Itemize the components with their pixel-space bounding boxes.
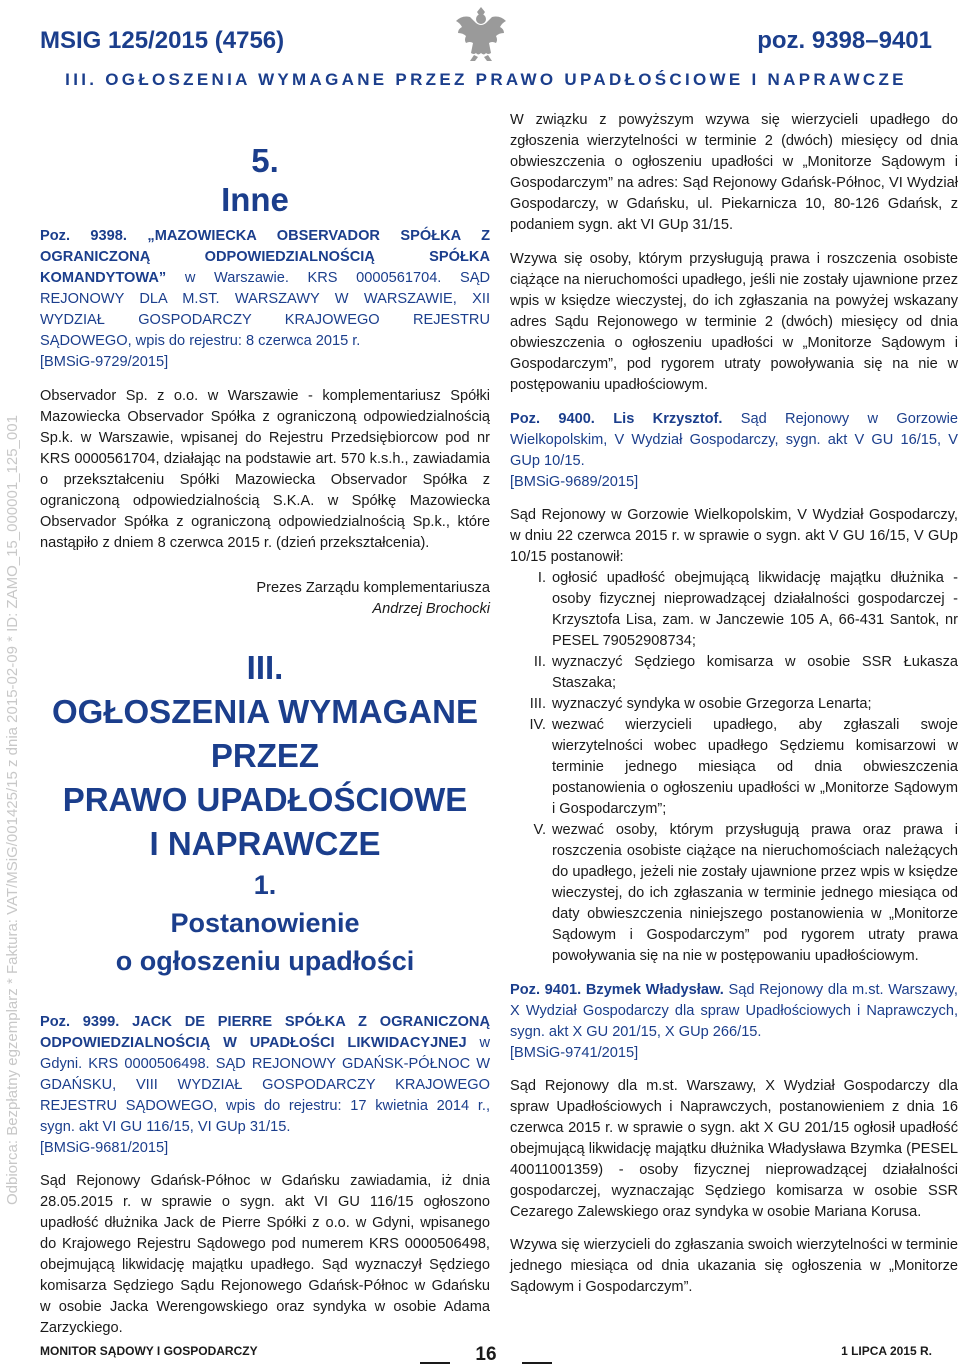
footer-rule-right [522, 1362, 552, 1364]
poz-9400-details: Sąd Rejonowy w Gorzowie Wielkopolskim, V Wydział Gospodarczy, sygn. akt V GU 16/15, V GUp 10/15. [510, 411, 959, 469]
list-item-text: wyznaczyć syndyka w osobie Grzegorza Lenarta; [552, 696, 872, 712]
subsection-title-2: o ogłoszeniu upadłości [115, 946, 415, 976]
list-item-text: ogłosić upadłość obejmującą likwidację majątku dłużnika - osoby fizycznej nieprowadzącej działalności gospodarczej - Krzysztofa Lisa, zam. w Janczewie 105 A, 66-431 Santok, nr PESEL 79052908734; [552, 570, 958, 649]
footer-publication: MONITOR SĄDOWY I GOSPODARCZY [40, 1344, 258, 1358]
poz-9400-bmsig: [BMSiG-9689/2015] [510, 474, 639, 490]
poz-9399-details: w Gdyni. KRS 0000506498. SĄD REJONOWY GDAŃSK-PÓŁNOC W GDAŃSKU, VIII WYDZIAŁ GOSPODARCZY KRAJOWEGO REJESTRU SĄDOWEGO, wpis do rejestru: 17 kwietnia 2014 r., sygn. akt VI GU 116/15, VI GUp 31/15. [40, 1035, 490, 1135]
section-3-line-3: PRAWO UPADŁOŚCIOWE [62, 781, 468, 818]
section-3-line-1: OGŁOSZENIA WYMAGANE [52, 693, 478, 730]
poz-9400-number: Poz. 9400. [510, 411, 595, 427]
page-number: 16 [475, 1344, 497, 1365]
right-column [510, 110, 958, 1298]
section-5-title: Inne [221, 181, 289, 218]
position-range: poz. 9398–9401 [757, 27, 932, 54]
list-item [510, 715, 958, 820]
section-3-line-4: I NAPRAWCZE [149, 825, 381, 862]
subsection-title-1: Postanowienie [170, 908, 360, 938]
list-item-number: IV. [529, 717, 546, 733]
list-item-text: wezwać osoby, którym przysługują prawa oraz prawa i roszczenia osobiste ciążące na nieruchomościach należących do upadłego, jeżeli nie zostały ujawnione przez wpis w księdze wieczystej, do ich zgłaszania w terminie jednego miesiąca od daty obwieszczenia niniejszego postanowienia w „Monitorze Sądowym i Gospodarczym” pod rygorem utraty prawa powoływania się na nie w postępowaniu upadłościowym. [552, 822, 958, 964]
vertical-watermark: Odbiorca: Bezpłatny egzemplarz * Faktura: VAT/MSiG/001425/15 z dnia 2015-02-09 * ID: ZAMO_15_000001_125_001 [4, 415, 21, 1205]
poz-9401-number: Poz. 9401. [510, 982, 582, 998]
poz-9398-body: Observador Sp. z o.o. w Warszawie - komplementariusz Spółki Mazowiecka Observador Spółka z ograniczoną odpowiedzialnością Sp.k. w Warszawie, wpisanej do Rejestru Przedsiębiorcow pod nr KRS 0000561704, działając na podstawie art. 570 k.s.h., zawiadamia o przekształceniu Spółki Mazowiecka Observador Spółka z ograniczoną odpowiedzialnością S.K.A. w Spółkę Mazowiecka Observador Spółka z ograniczoną odpowiedzialnością Sp.k., które nastąpiło z dniem 8 czerwca 2015 r. (dzień przekształcenia). [40, 388, 490, 551]
poz-9399-continuation-1: W związku z powyższym wzywa się wierzycieli upadłego do zgłoszenia wierzytelności w terminie 2 (dwóch) miesięcy od dnia obwieszczenia o ogłoszeniu upadłości w „Monitorze Sądowym i Gospodarczym” na adres: Sąd Rejonowy Gdańsk-Północ, VI Wydział Gospodarczy, w Gdańsku, ul. Piekarnicza 10, 80-126 Gdańsk, z podaniem sygn. akt VI GUp 31/15. [510, 112, 958, 233]
poz-9399-continuation-2: Wzywa się osoby, którym przysługują prawa i roszczenia osobiste ciążące na nieruchomości upadłego, jeśli nie zostały ujawnione przez wpis w księdze wieczystej, do ich zgłaszania na powyżej wskazany adres Sądu Rejonowego w terminie 2 (dwóch) miesięcy od dnia obwieszczenia o ogłoszeniu upadłości w „Monitorze Sądowym i Gospodarczym”, pod rygorem utraty powoływania się na nie w postępowaniu upadłościowym. [510, 251, 958, 393]
poz-9401-name: Bzymek Władysław. [585, 982, 724, 998]
list-item-number: II. [533, 654, 546, 670]
list-item-number: III. [529, 696, 546, 712]
list-item-number: I. [537, 570, 546, 586]
issue-number: MSIG 125/2015 (4756) [40, 27, 285, 54]
poz-9401-bmsig: [BMSiG-9741/2015] [510, 1045, 639, 1061]
poz-9399-heading [40, 1012, 490, 1138]
list-item [510, 820, 958, 967]
poz-9400-heading [510, 409, 958, 472]
poz-9401-body: Sąd Rejonowy dla m.st. Warszawy, X Wydział Gospodarczy dla spraw Upadłościowych i Naprawczych, postanowieniem z dnia 16 czerwca 2015 r. w sprawie o sygn. akt X GU 201/15 ogłosił upadłość obejmującą likwidację majątku dłużnika Władysława Bzymka (PESEL 40011001359) - osoby fizycznej nieprowadzącej działalności gospodarczej, wyznaczając Sędziego komisarza w osobie SSR Cezarego Zalewskiego oraz syndyka w osobie Mariana Korusa. [510, 1078, 958, 1220]
section-header: III. OGŁOSZENIA WYMAGANE PRZEZ PRAWO UPADŁOŚCIOWE I NAPRAWCZE [65, 70, 907, 89]
section-3-line-2: PRZEZ [210, 737, 320, 774]
poz-9399-number: Poz. 9399. [40, 1014, 120, 1030]
list-item [510, 568, 958, 652]
footer-date: 1 LIPCA 2015 R. [841, 1344, 932, 1358]
list-item [510, 652, 958, 694]
poz-9401-details: Sąd Rejonowy dla m.st. Warszawy, X Wydział Gospodarczy dla spraw Upadłościowych i Naprawczych, sygn. akt X GU 201/15, X GUp 266/15. [510, 982, 958, 1040]
poz-9398-details: w Warszawie. KRS 0000561704. SĄD REJONOWY DLA M.ST. WARSZAWY W WARSZAWIE, XII WYDZIAŁ GOSPODARCZY KRAJOWEGO REJESTRU SĄDOWEGO, wpis do rejestru: 8 czerwca 2015 r. [40, 270, 490, 349]
poz-9398-signature-title: Prezes Zarządu komplementariusza [256, 580, 490, 596]
list-item [510, 694, 958, 715]
footer-rule-left [420, 1362, 450, 1364]
poz-9398-heading [40, 226, 490, 352]
polish-eagle-emblem-icon [450, 3, 512, 65]
poz-9401-heading [510, 980, 958, 1043]
poz-9400-name: Lis Krzysztof. [613, 411, 723, 427]
subsection-number: 1. [253, 870, 277, 900]
list-item-text: wyznaczyć Sędziego komisarza w osobie SSR Łukasza Staszaka; [552, 654, 958, 691]
poz-9399-name: JACK DE PIERRE SPÓŁKA Z OGRANICZONĄ ODPOWIEDZIALNOŚCIĄ W UPADŁOŚCI LIKWIDACYJNEJ [40, 1014, 490, 1051]
section-5-number: 5. [251, 142, 279, 179]
poz-9398-signature-name: Andrzej Brochocki [372, 601, 490, 617]
poz-9398-name: „MAZOWIECKA OBSERVADOR SPÓŁKA Z OGRANICZONĄ ODPOWIEDZIALNOŚCIĄ SPÓŁKA KOMANDYTOWA” [40, 228, 491, 286]
list-item-number: V. [533, 822, 546, 838]
left-column [40, 110, 490, 1339]
list-item-text: wezwać wierzycieli upadłego, aby zgłaszali swoje wierzytelności wobec upadłego Sędziemu komisarzowi w terminie jednego miesiąca od dnia obwieszczenia postanowienia o ogłoszeniu upadłości w „Monitorze Sądowym i Gospodarczym”; [552, 717, 958, 817]
poz-9401-body-2: Wzywa się wierzycieli do zgłaszania swoich wierzytelności w terminie jednego miesiąca od dnia ukazania się ogłoszenia w „Monitorze Sądowym i Gospodarczym”. [510, 1237, 958, 1295]
poz-9400-list [510, 568, 958, 967]
poz-9399-bmsig: [BMSiG-9681/2015] [40, 1140, 169, 1156]
poz-9398-number: Poz. 9398. [40, 228, 127, 244]
poz-9400-intro: Sąd Rejonowy w Gorzowie Wielkopolskim, V Wydział Gospodarczy, w dniu 22 czerwca 2015 r. w sprawie o sygn. akt V GU 16/15, V GUp 10/15 postanowił: [510, 507, 958, 565]
poz-9398-bmsig: [BMSiG-9729/2015] [40, 354, 169, 370]
poz-9399-body: Sąd Rejonowy Gdańsk-Północ w Gdańsku zawiadamia, iż dnia 28.05.2015 r. w sprawie o sygn. akt VI GU 116/15 ogłoszono upadłość dłużnika Jack de Pierre Spółki z o.o. w Gdyni, wpisanego do Krajowego Rejestru Sądowego pod numerem KRS 0000506498, obejmującą likwidację majątku upadłego. Sąd wyznaczył Sędziego komisarza Sędziego Sądu Rejonowego Gdańsk-Północ w Gdańsku w osobie Jacka Werengowskiego oraz syndyka w osobie Adama Zarzyckiego. [40, 1173, 490, 1336]
section-3-roman: III. [246, 649, 284, 686]
